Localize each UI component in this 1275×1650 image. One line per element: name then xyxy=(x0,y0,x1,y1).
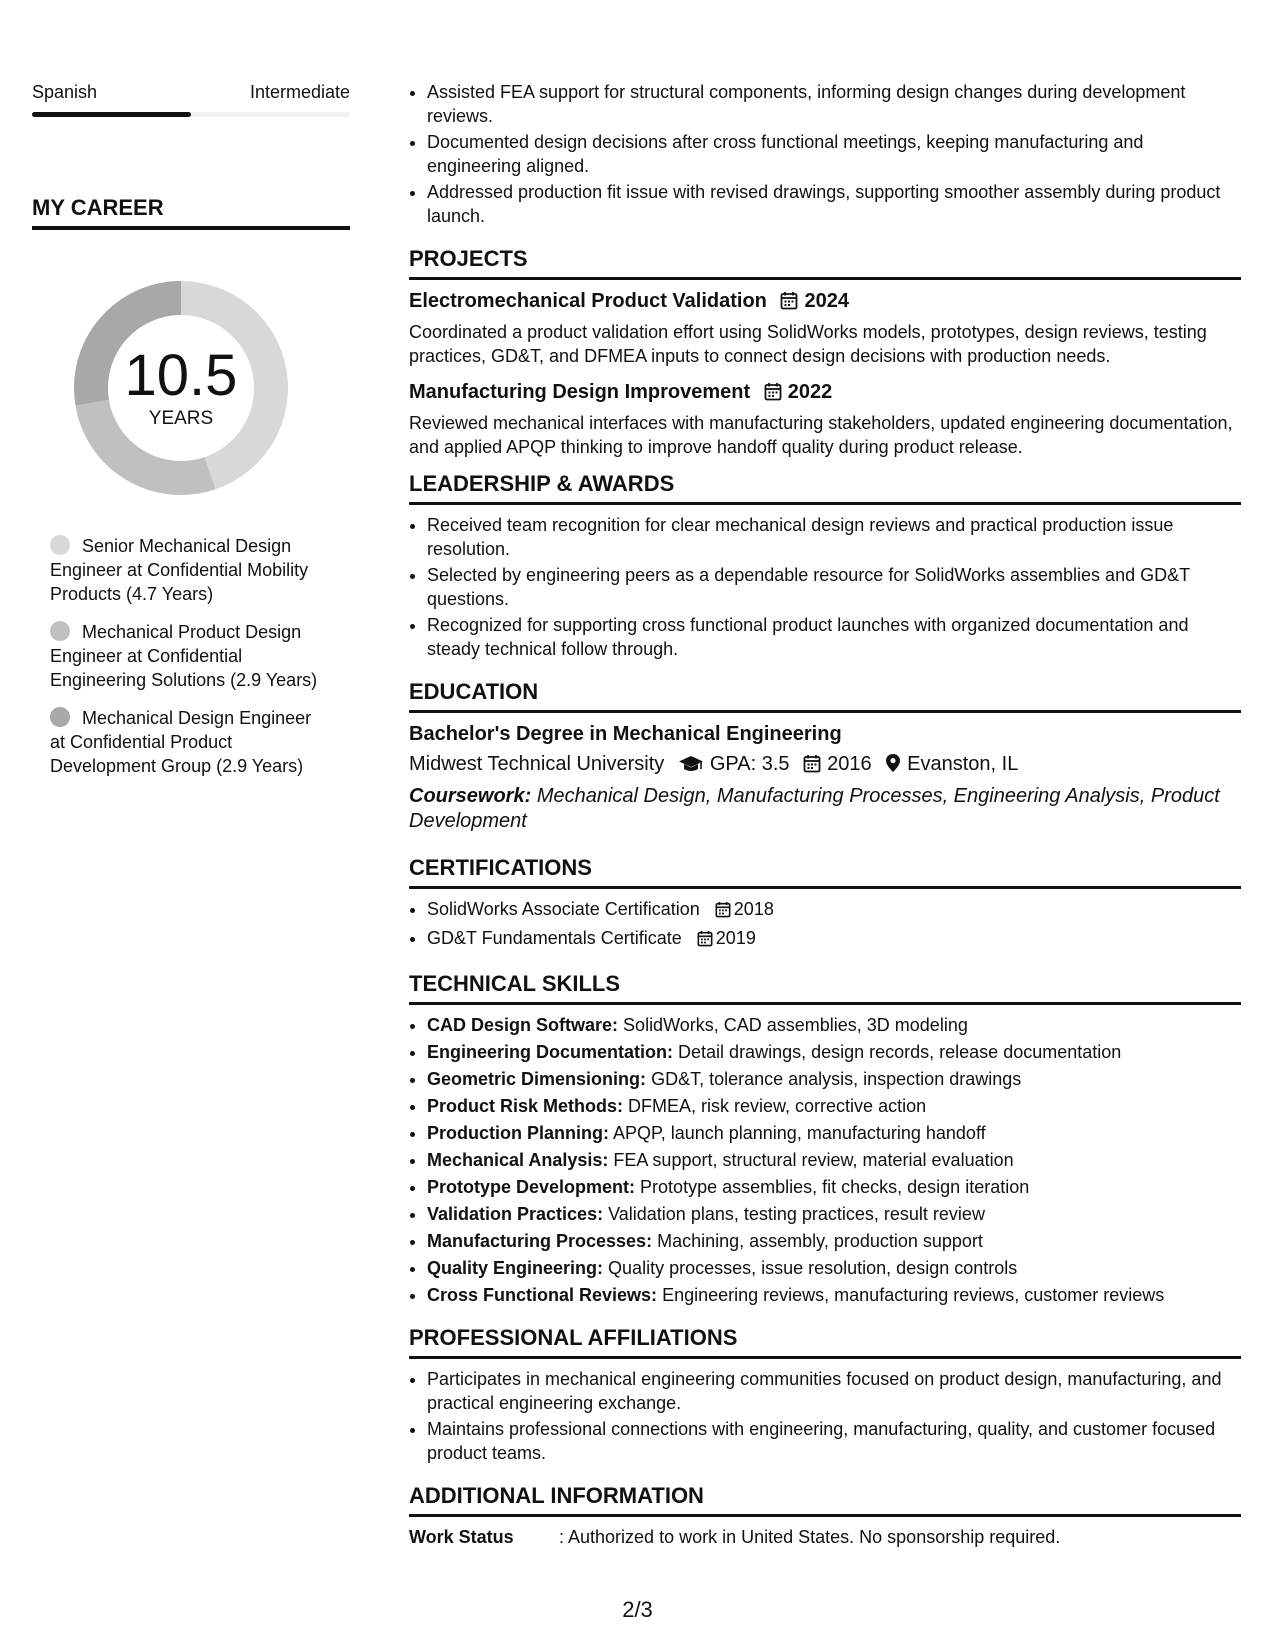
skills-section-title: TECHNICAL SKILLS xyxy=(409,970,1241,1005)
skill-value: Validation plans, testing practices, result review xyxy=(608,1204,985,1224)
main-content xyxy=(409,80,1241,1549)
legend-dot-icon xyxy=(50,535,70,555)
skill-item xyxy=(427,1121,1241,1145)
skill-value: DFMEA, risk review, corrective action xyxy=(628,1096,927,1116)
certifications-section-title: CERTIFICATIONS xyxy=(409,854,1241,889)
education-degree: Bachelor's Degree in Mechanical Engineering xyxy=(409,723,842,745)
skill-label: Mechanical Analysis: xyxy=(427,1150,609,1170)
experience-bullet: • Assisted FEA support for structural components, informing design changes during development reviews. xyxy=(427,80,1241,128)
skill-label: Validation Practices: xyxy=(427,1204,604,1224)
certification-name: SolidWorks Associate Certification xyxy=(427,899,700,919)
calendar-icon xyxy=(780,291,798,317)
sidebar xyxy=(32,80,350,792)
leadership-item: • Selected by engineering peers as a dependable resource for SolidWorks assemblies and GD&T questions. xyxy=(427,563,1241,611)
work-status-value: : Authorized to work in United States. No sponsorship required. xyxy=(559,1527,1061,1547)
skill-label: Manufacturing Processes: xyxy=(427,1231,653,1251)
skill-label: Product Risk Methods: xyxy=(427,1096,624,1116)
calendar-icon xyxy=(764,382,782,408)
skill-value: SolidWorks, CAD assemblies, 3D modeling xyxy=(623,1015,968,1035)
calendar-icon xyxy=(697,929,713,953)
education-school: Midwest Technical University xyxy=(409,753,665,775)
skills-list xyxy=(409,1013,1241,1307)
skill-label: Production Planning: xyxy=(427,1123,609,1143)
project-item xyxy=(409,288,1241,368)
career-role-item xyxy=(50,706,325,778)
coursework-label: Coursework: xyxy=(409,785,532,807)
work-status-row xyxy=(409,1525,1241,1549)
skill-item xyxy=(427,1175,1241,1199)
project-name: Electromechanical Product Validation xyxy=(409,290,767,312)
skill-value: Detail drawings, design records, release documentation xyxy=(678,1042,1122,1062)
project-year: 2024 xyxy=(804,290,849,312)
language-item xyxy=(32,80,350,117)
skill-value: GD&T, tolerance analysis, inspection drawings xyxy=(651,1069,1022,1089)
career-role-text: Senior Mechanical Design Engineer at Confidential Mobility Products (4.7 Years) xyxy=(50,536,309,604)
certification-year: 2018 xyxy=(733,899,774,919)
certification-name: GD&T Fundamentals Certificate xyxy=(427,928,682,948)
skill-item xyxy=(427,1283,1241,1307)
skill-item xyxy=(427,1094,1241,1118)
skill-label: Cross Functional Reviews: xyxy=(427,1285,658,1305)
career-role-text: Mechanical Design Engineer at Confidential Product Development Group (2.9 Years) xyxy=(50,708,312,776)
leadership-item: • Recognized for supporting cross functional product launches with organized documentation and steady technical follow through. xyxy=(427,613,1241,661)
certification-item xyxy=(427,926,1241,953)
skill-value: APQP, launch planning, manufacturing handoff xyxy=(613,1123,986,1143)
career-total-unit: YEARS xyxy=(148,408,214,429)
experience-bullets xyxy=(409,80,1241,228)
skill-value: Engineering reviews, manufacturing reviews, customer reviews xyxy=(662,1285,1165,1305)
leadership-section-title: LEADERSHIP & AWARDS xyxy=(409,470,1241,505)
skill-item xyxy=(427,1067,1241,1091)
calendar-icon xyxy=(803,754,821,780)
experience-bullet: • Documented design decisions after cross functional meetings, keeping manufacturing and engineering aligned. xyxy=(427,130,1241,178)
legend-dot-icon xyxy=(50,621,70,641)
affiliation-item: • Maintains professional connections with engineering, manufacturing, quality, and customer focused product teams. xyxy=(427,1417,1241,1465)
skill-label: Geometric Dimensioning: xyxy=(427,1069,647,1089)
affiliation-item: • Participates in mechanical engineering communities focused on product design, manufacturing, and practical engineering exchange. xyxy=(427,1367,1241,1415)
language-level-fill xyxy=(32,112,191,117)
page-number: 2/3 xyxy=(622,1597,653,1622)
projects-section-title: PROJECTS xyxy=(409,245,1241,280)
skill-item xyxy=(427,1148,1241,1172)
career-role-item xyxy=(50,620,325,692)
education-section-title: EDUCATION xyxy=(409,678,1241,713)
project-description: Reviewed mechanical interfaces with manufacturing stakeholders, updated engineering documentation, and applied APQP thinking to improve handoff quality during product release. xyxy=(409,413,1233,457)
education-coursework xyxy=(409,784,1241,834)
education-year: 2016 xyxy=(827,753,872,775)
leadership-list xyxy=(409,513,1241,661)
calendar-icon xyxy=(715,900,731,924)
skill-label: Quality Engineering: xyxy=(427,1258,604,1278)
skill-item xyxy=(427,1202,1241,1226)
career-total-years: 10.5 xyxy=(124,343,238,408)
leadership-item: • Received team recognition for clear mechanical design reviews and practical production issue resolution. xyxy=(427,513,1241,561)
project-name: Manufacturing Design Improvement xyxy=(409,381,751,403)
skill-label: CAD Design Software: xyxy=(427,1015,619,1035)
education-details xyxy=(409,751,1241,780)
location-pin-icon xyxy=(885,753,901,780)
certifications-list xyxy=(409,897,1241,953)
skill-value: Quality processes, issue resolution, design controls xyxy=(608,1258,1018,1278)
career-role-item xyxy=(50,534,325,606)
project-year: 2022 xyxy=(787,381,833,403)
project-description: Coordinated a product validation effort using SolidWorks models, prototypes, design reviews, testing practices, GD&T, and DFMEA inputs to connect design decisions with production needs. xyxy=(409,322,1207,366)
career-donut-chart xyxy=(66,273,296,503)
project-item xyxy=(409,379,1241,459)
additional-section-title: ADDITIONAL INFORMATION xyxy=(409,1482,1241,1517)
career-section-title: MY CAREER xyxy=(32,194,350,230)
skill-item xyxy=(427,1229,1241,1253)
coursework-text: Mechanical Design, Manufacturing Processes, Engineering Analysis, Product Development xyxy=(409,785,1220,832)
certification-year: 2019 xyxy=(715,928,756,948)
skill-value: Prototype assemblies, fit checks, design iteration xyxy=(640,1177,1030,1197)
skill-label: Engineering Documentation: xyxy=(427,1042,674,1062)
skill-item xyxy=(427,1256,1241,1280)
language-level: Intermediate xyxy=(249,82,350,102)
skill-item xyxy=(427,1040,1241,1064)
education-gpa: GPA: 3.5 xyxy=(709,753,790,775)
affiliations-list xyxy=(409,1367,1241,1465)
career-role-list xyxy=(50,534,325,778)
graduation-cap-icon xyxy=(678,754,704,780)
skill-value: FEA support, structural review, material evaluation xyxy=(613,1150,1014,1170)
language-name: Spanish xyxy=(32,82,98,102)
education-location: Evanston, IL xyxy=(907,753,1019,775)
career-role-text: Mechanical Product Design Engineer at Confidential Engineering Solutions (2.9 Years) xyxy=(50,622,318,690)
skill-value: Machining, assembly, production support xyxy=(657,1231,983,1251)
certification-item xyxy=(427,897,1241,924)
experience-bullet: • Addressed production fit issue with revised drawings, supporting smoother assembly during product launch. xyxy=(427,180,1241,228)
affiliations-section-title: PROFESSIONAL AFFILIATIONS xyxy=(409,1324,1241,1359)
legend-dot-icon xyxy=(50,707,70,727)
work-status-label: Work Status xyxy=(409,1527,514,1547)
skill-label: Prototype Development: xyxy=(427,1177,636,1197)
skill-item xyxy=(427,1013,1241,1037)
language-level-bar xyxy=(32,112,350,117)
